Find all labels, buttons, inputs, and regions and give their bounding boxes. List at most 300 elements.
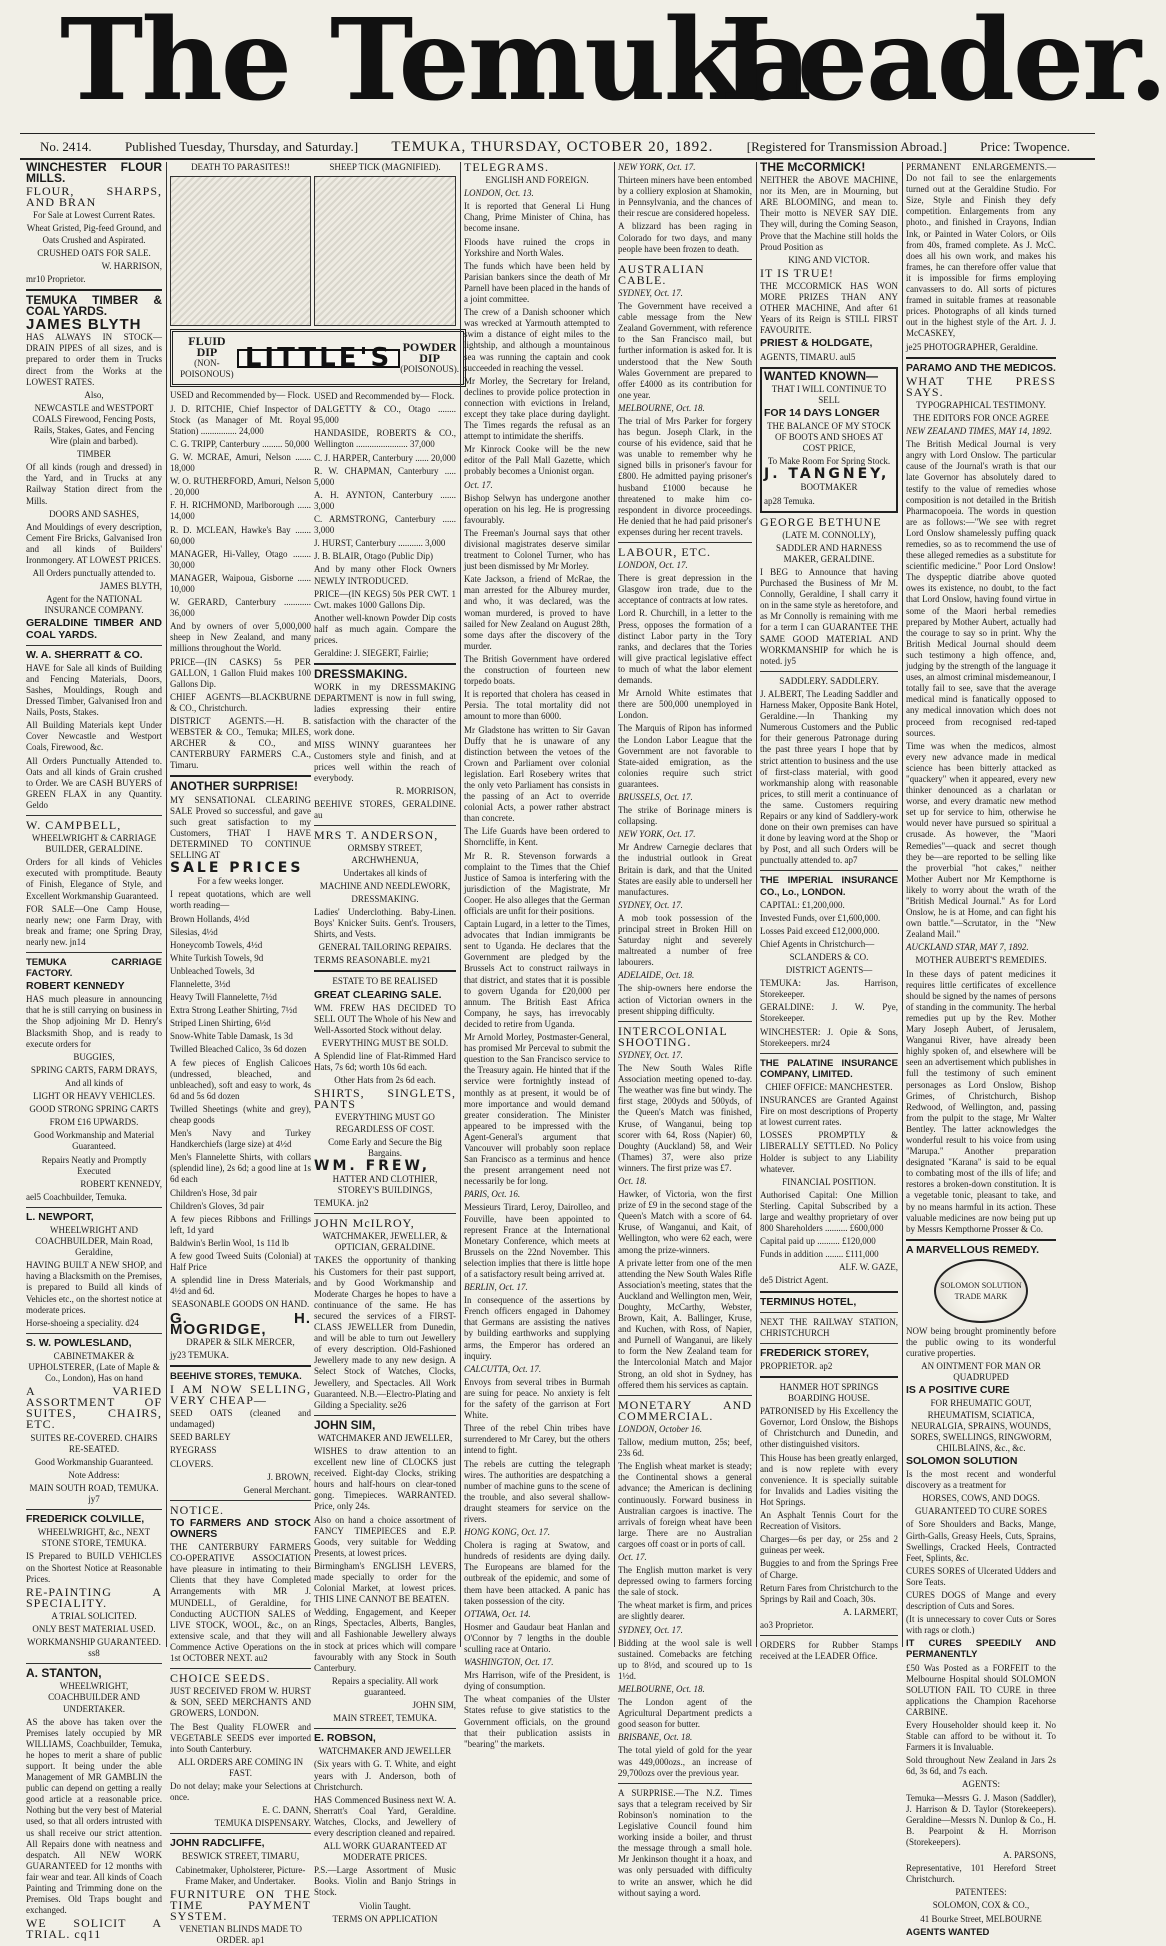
paragraph: Also on hand a choice assortment of FANCY TIMEPIECES and E.P. Goods, very suitable for Wedding Presents, at lowest prices. [314, 1514, 456, 1558]
centered-line: CHIEF OFFICE: MANCHESTER. [765, 1081, 893, 1092]
paragraph: je25 PHOTOGRAPHER, Geraldine. [906, 341, 1038, 352]
centered-line: For a few weeks longer. [197, 876, 284, 887]
paragraph: Wedding, Engagement, and Keeper Rings, Spectacles, Alberts, Bangles, and all Fashionable Jewellery always in stock at prices which will compare favourably with any Stock in South Canterbury. [314, 1607, 456, 1673]
advert-heading: E. ROBSON, [314, 1732, 376, 1745]
rule-line-heavy [906, 357, 1056, 359]
rule-line [170, 1833, 311, 1834]
paragraph: CURES SORES of Ulcerated Udders and Sore Teats. [906, 1565, 1056, 1587]
advert-heading: PRIEST & HOLDGATE, [760, 337, 873, 350]
spacer [314, 329, 456, 391]
paragraph: Thirteen miners have been entombed by a colliery explosion at Shamokin, in Pennsylvania, and the chances of their rescue are considered hopeless. [618, 175, 752, 219]
advert-heading: JOHN SIM, [314, 1417, 376, 1432]
column-3 [314, 162, 456, 1924]
centered-line: CRUSHED OATS FOR SALE. [37, 247, 151, 258]
display-line: IT IS TRUE! [760, 265, 834, 280]
paragraph: WINCHESTER: J. Opie & Sons, Storekeepers. mr24 [760, 1026, 898, 1048]
centered-line: EVERYTHING MUST GO REGARDLESS OF COST. [335, 1112, 435, 1134]
display-line: WE SOLICIT A TRIAL. cq11 [26, 1916, 162, 1942]
dateline-item: HONG KONG, Oct. 17. [464, 1527, 551, 1538]
centered-line: SEASONABLE GOODS ON HAND. [171, 1299, 310, 1310]
paragraph: Mr Arnold Morley, Postmaster-General, has promised Mr Perceval to submit the question to the San Francisco service to the Treasury again. He hinted that if the service were fortnightly instead of monthly as at present, it would be of more importance and would demand greater consideration. The Minister appeared to be impressed with the Agent-General's argument that Vancouver will probably soon replace San Francisco as a terminus and hence the present arrangement need not necessarily be for long. [464, 1032, 610, 1187]
advert-heading: TEMUKA CARRIAGE FACTORY. [26, 957, 162, 980]
paragraph: The Freeman's Journal says that other divisional magistrates deserve similar treatment to Colonel Turner, who has just been dismissed by Mr Morley. [464, 527, 610, 572]
rule-line [618, 1395, 752, 1396]
advert-heading: A MARVELLOUS REMEDY. [906, 1243, 1040, 1256]
paragraph: In these days of patent medicines it requires little certificates of excellence should be signed by the names of persons of standing in the community. The herbal remedies put up by the Rev. Mother Mary Joseph Aubert, of Jerusalem, Wanganui River, have already been highly spoken of, and elsewhere will be seen an advertisement which publishes in full the testimony of such eminent personages as Lord Onslow, Bishop Grimes, of Christchurch, Bishop Redwood, of Wellington, and, passing from the pulpit to the stage, Mr Walter Bentley. The latter acknowledges the wonderful result to his voice from using "Marupa." Another preparation designated "Karana" is said to be equal to combating most of the ills of life; and restores a broken-down constitution. It is a vegetable tonic, pleasant to take, and by no means harmful in its action. These valuable medicines are now being put up by Messrs Kempthorne Prosser & Co. [906, 968, 1056, 1234]
signature-line: JAMES BLYTH, [99, 581, 162, 592]
signature-line: ALF. W. GAZE, [838, 1262, 898, 1273]
centered-line: ALL ORDERS ARE COMING IN FAST. [177, 1756, 304, 1778]
paragraph: And by many other Flock Owners NEWLY INTRODUCED. [314, 564, 456, 586]
rule-line [314, 1415, 456, 1416]
column-rule [756, 162, 757, 1647]
paragraph: W. GERARD, Canterbury ............ 36,000 [170, 597, 311, 619]
centered-line: SCLANDERS & CO. [789, 952, 869, 962]
paragraph: THE CANTERBURY FARMERS CO-OPERATIVE ASSOCIATION have pleasure in intimating to their Clients that they have Completed Arrangements with MR J. MUNDELL, of Geraldine, for Conducting AUCTION SALES of LIVE STOCK, WOOL, &c., on an extensive scale, and that they will Commence Active Operations on the 1st OCTOBER NEXT. au2 [170, 1542, 311, 1664]
column-4 [464, 160, 610, 1749]
paragraph: A mob took possession of the principal street in Broken Hill on Saturday night and severely maltreated a number of free labourers. [618, 912, 752, 968]
signature-line: J. BROWN, [267, 1471, 311, 1482]
rule-line [760, 1343, 898, 1344]
centered-line: WHEELWRIGHT, &c., NEXT STONE STORE, TEMUKA. [37, 1527, 151, 1549]
centered-line: (LATE M. CONNOLLY), [782, 529, 876, 540]
paragraph: Three of the rebel Chin tribes have surrendered to Mr Carey, but the others intend to fight. [464, 1423, 610, 1456]
paragraph: PROPRIETOR. ap2 [760, 1360, 833, 1371]
display-line: I AM NOW SELLING, VERY CHEAP— [170, 1381, 311, 1408]
centered-line: Other Hats from 2s 6d each. [334, 1075, 436, 1086]
paragraph: Horse-shoeing a speciality. d24 [26, 1317, 139, 1328]
paragraph: The British Government have ordered the construction of fourteen new torpedo boats. [464, 653, 610, 687]
display-name: JAMES BLYTH [26, 316, 142, 334]
publication-days: Published Tuesday, Thursday, and Saturday.] [125, 139, 359, 154]
centered-line: Wheat Gristed, Pig-feed Ground, and Oats Crushed and Aspirated. [26, 223, 162, 245]
paragraph: The London agent of the Agricultural Department predicts a good season for butter. [618, 1697, 752, 1730]
paragraph: Honeycomb Towels, 4½d [170, 939, 263, 950]
centered-line: THE BALANCE OF MY STOCK OF BOOTS AND SHOES AT COST PRICE, [766, 420, 891, 454]
paragraph: SEED OATS (cleaned and undamaged) [170, 1408, 311, 1430]
paragraph: TEMUKA. jn2 [314, 1198, 369, 1209]
paragraph: Messieurs Tirard, Leroy, Dairolleo, and Fouville, have been appointed to represent France at the International Monetary Conference, which meets at Brussels on the 22nd November. This selection implies that there is little hope of a satisfactory result being arrived at. [464, 1202, 610, 1279]
paragraph: PRICE—(IN KEGS) 50s PER CWT. 1 Cwt. makes 1000 Gallons Dip. [314, 588, 456, 610]
rule-line [26, 645, 162, 646]
paragraph: A few pieces of English Calicoes (undressed, bleached, and unbleached), soft and easy to work, 4s 6d and 5s 6d dozen [170, 1057, 311, 1101]
powder-dip-note: (POISONOUS). [400, 363, 459, 374]
paragraph: NEITHER the ABOVE MACHINE, nor its Men, are in Mourning, but ARE BLOOMING, and mean to. Their motto is NEVER SAY DIE. They will, during the Coming Season, Prove that the Machine still holds the Proud Position as [760, 175, 898, 252]
rule-line-heavy [760, 1376, 898, 1378]
rule-line [26, 1207, 162, 1208]
paragraph: jy23 TEMUKA. [170, 1349, 229, 1360]
centered-line: NEWCASTLE and WESTPORT COALS Firewood, Fencing Posts, Rails, Stakes, Gates, and Fencing Wire (plain and barbed). [32, 402, 156, 447]
paragraph: Envoys from several tribes in Burmah are suing for peace. No anxiety is felt for the safety of the garrison at Fort White. [464, 1376, 610, 1421]
rule-line [618, 542, 752, 543]
rule-line-heavy [906, 1239, 1056, 1241]
littles-logo: LITTLE'S [237, 349, 400, 368]
rule-line [314, 825, 456, 826]
paragraph: WISHES to draw attention to an excellent new line of CLOCKS just received. Eight-day Clocks, striking hours and half-hours on clear-toned gong. Timepieces. WARRANTED. Price, only 24s. [314, 1445, 456, 1512]
fluid-dip-label [177, 336, 237, 380]
paragraph: A few good Tweed Suits (Colonial) at Half Price [170, 1251, 311, 1273]
dateline: TEMUKA, THURSDAY, OCTOBER 20, 1892. [391, 138, 714, 155]
paragraph: IS Prepared to BUILD VEHICLES on the Shortest Notice at Reasonable Prices. [26, 1551, 162, 1584]
paragraph: Is the most recent and wonderful discovery as a treatment for [906, 1469, 1056, 1491]
paragraph: The British Medical Journal is very angry with Lord Onslow. The particular cause of the Journal's wrath is that our late Governor has absolutely dared to testify to the value of remedies whose composition is not detailed in the British Pharmacopoeia. The words in question are as follows:—"We see with regret Lord Onslow shamelessly puffing quack remedies, so as to recommend the use of these alleged remedies as a substitute for scientific medicine." Poor Lord Onslow! The dyspeptic diatribe above quoted owes its existence, no doubt, to the fact that Lord Onslow, having found virtue in some of the Maori herbal remedies prepared by Mother Aubert, actually had the courage to say so in print. Why the British Medical Journal should deem such testimony a high offence, and, judging by the strength of the language it uses, an almost criminal misdemeanour, I totally fail to see, save that the average medical mind is fanatically opposed to any medical innovation which does not proceed from recognised red-taped sources. [906, 439, 1056, 738]
signature-line: E. C. DANN, [262, 1805, 311, 1816]
centered-line: WATCHMAKER, JEWELLER, & OPTICIAN, GERALDINE. [322, 1231, 448, 1253]
paragraph: Buggies to and from the Springs Free of Charge. [760, 1558, 898, 1580]
paragraph: PATRONISED by His Excellency the Governor, Lord Onslow, the Bishops of Christchurch and Dunedin, and other distinguished visitors. [760, 1406, 898, 1450]
centered-line: TERMS ON APPLICATION [332, 1913, 438, 1924]
issue-number: No. 2414. [40, 139, 92, 154]
dateline-item: CALCUTTA, Oct. 17. [464, 1363, 542, 1374]
paragraph: Tallow, medium mutton, 25s; beef, 23s 6d. [618, 1437, 752, 1459]
signature-line: W. HARRISON, [101, 260, 162, 271]
issue-line [40, 138, 1070, 156]
display-line: W. CAMPBELL, [26, 817, 122, 832]
rule-line [314, 1728, 456, 1729]
dateline-item: SYDNEY, Oct. 17. [618, 287, 683, 298]
paragraph: ORDERS for Rubber Stamps received at the LEADER Office. [760, 1639, 898, 1662]
rule-line-heavy [314, 970, 456, 972]
centered-line: WATCHMAKER AND JEWELLER [318, 1746, 452, 1757]
paragraph: TAKES the opportunity of thanking his Customers for their past support, and by Good Workmanship and Moderate Charges he hopes to have a continuance of the same. He has secured the services of a FIRST-CLASS JEWELLER from Dunedin, and will be able to turn out Jewellery of every description. Old-Fashioned Jewellery made to any new design. A Select Stock of Watches, Clocks, Jewellery, and Spectacles. All Work Guaranteed. N.B.—Electro-Plating and Gilding a Speciality. se26 [314, 1255, 456, 1410]
rule-line [760, 1635, 898, 1636]
centered-line: TYPOGRAPHICAL TESTIMONY. [916, 399, 1046, 410]
dateline-item: WASHINGTON, Oct. 17. [464, 1657, 554, 1668]
centered-line: Cabinetmaker, Upholsterer, Picture-Frame Maker, and Undertaker. [175, 1864, 306, 1886]
centered-line: LIGHT OR HEAVY VEHICLES. [33, 1091, 155, 1102]
paragraph: Another well-known Powder Dip costs half as much again. Compare the prices. [314, 612, 456, 645]
paragraph: Mrs Harrison, wife of the President, is dying of consumption. [464, 1670, 610, 1692]
section-heading: INTERCOLONIAL SHOOTING. [618, 1023, 728, 1049]
paragraph: Mr Gladstone has written to Sir Gavan Duffy that he is unaware of any distinction between the vetoes of the Crown and Parliament over colonial legislation. Earl Rosebery writes that the only veto Parliament has consists in the passing of an Act to override colonial Acts, a power rather abstract than concrete. [464, 724, 610, 824]
centered-line: WHEELWRIGHT AND COACHBUILDER, Main Road, Geraldine, [35, 1224, 153, 1258]
paragraph: R. W. CHAPMAN, Canterbury ..... 5,000 [314, 465, 456, 487]
rule-line [170, 1668, 311, 1669]
signature-line: A. LARMERT, [842, 1606, 898, 1617]
signature-line: R. MORRISON, [395, 786, 456, 797]
dateline-item: BRUSSELS, Oct. 17. [618, 791, 693, 802]
column-6 [760, 160, 898, 1662]
display-line: GEORGE BETHUNE [760, 514, 882, 529]
paragraph: HAVE for Sale all kinds of Building and Fencing Materials, Doors, Sashes, Mouldings, Rough and Dressed Timber, Galvanised Iron and Nails, Posts, Stakes. [26, 662, 162, 718]
advert-heading: W. A. SHERRATT & CO. [26, 648, 143, 661]
paragraph: J. B. BLAIR, Otago (Public Dip) [314, 551, 433, 562]
display-line: WHAT THE PRESS SAYS. [906, 373, 1056, 399]
paragraph: C. ARMSTRONG, Canterbury ...... 3,000 [314, 514, 456, 536]
paragraph: Do not delay; make your Selections at once. [170, 1780, 311, 1803]
paragraph: NOW being brought prominently before the public owing to its wonderful curative properties. [906, 1325, 1056, 1359]
paragraph: £50 Was Posted as a FORFEIT to the Melbourne Hospital should SOLOMON SOLUTION FAIL TO CURE in three applications the Champion Racehorse CARBINE. [906, 1662, 1056, 1717]
advert-heading: IS A POSITIVE CURE [906, 1384, 1010, 1397]
paragraph: Geraldine: J. SIEGERT, Fairlie; [314, 648, 429, 659]
dateline-item: BERLIN, Oct. 17. [464, 1282, 528, 1293]
rule-line [314, 1213, 456, 1214]
paragraph: All Orders Punctually Attended to. Oats and all kinds of Grain crushed to Order. We are CASH BUYERS of GREEN FLAX in any Quantity. Geldo [26, 755, 162, 810]
paragraph: Return Fares from Christchurch to the Springs by Rail and Coach, 30s. [760, 1582, 898, 1604]
centered-line: For Sale at Lowest Current Rates. [33, 210, 155, 221]
advert-heading: THE PALATINE INSURANCE COMPANY, LIMITED. [760, 1057, 898, 1080]
advert-heading: SOLOMON SOLUTION [906, 1454, 1018, 1467]
paragraph: MISS WINNY guarantees her Customers style and finish, and at prices well within the reach of everybody. [314, 739, 456, 783]
paragraph: A few pieces Ribbons and Frillings left, 1d yard [170, 1213, 311, 1235]
display-line: JOHN McILROY, [314, 1216, 415, 1231]
centered-line: WATCHMAKER AND JEWELLER, [317, 1432, 453, 1443]
column-1 [26, 160, 162, 1942]
paragraph: FOR SALE—One Camp House, nearly new; one Farm Dray, with break and frame; one Spring Dray, nearly new. jn14 [26, 903, 162, 947]
paragraph: Losses Paid exceed £12,000,000. [760, 925, 880, 936]
advert-heading: AGENTS WANTED [906, 1926, 990, 1938]
rule-line [760, 671, 898, 672]
masthead-rule [20, 133, 1095, 134]
signature-line: ROBERT KENNEDY, [80, 1178, 162, 1189]
paragraph: AGENTS, TIMARU. aul5 [760, 351, 856, 362]
column-rule [460, 162, 461, 1647]
paragraph: mr10 Proprietor. [26, 273, 86, 284]
signature-line: JOHN SIM, [412, 1700, 456, 1711]
centered-line: Agent for the NATIONAL INSURANCE COMPANY. [44, 594, 144, 616]
paragraph: Floods have ruined the crops in Yorkshire and North Wales. [464, 236, 610, 258]
paragraph: The rebels are cutting the telegraph wires. The authorities are despatching a number of machine guns to the scene of the trouble, and also several shallow-draught steamers for service on the rivers. [464, 1458, 610, 1524]
centered-line: Good Workmanship Guaranteed. [34, 1456, 154, 1467]
rule-line [26, 1509, 162, 1510]
centered-line: 41 Bourke Street, MELBOURNE [920, 1913, 1042, 1924]
paragraph: Sold throughout New Zealand in Jars 2s 6d, 3s 6d, and 7s each. [906, 1755, 1056, 1777]
section-heading: CHOICE SEEDS. [170, 1671, 271, 1686]
advert-heading: TEMUKA TIMBER & COAL YARDS. [26, 292, 162, 319]
paragraph: And Mouldings of every description, Cement Fire Bricks, Galvanised Iron and all kinds of Builders' Ironmongery. AT LOWEST PRICES. [26, 521, 162, 565]
centered-line: DISTRICT AGENTS— [785, 965, 873, 976]
paragraph: Hosmer and Gaudaur beat Hanlan and O'Connor by 7 lengths in the double sculling race at Ontario. [464, 1621, 610, 1654]
paragraph: Lord R. Churchill, in a letter to the Press, opposes the formation of a distinct Labor party in the Tory ranks, and declares that the Tories will give practical legislative effect to much of what the labor element demands. [618, 608, 752, 686]
display-line: MRS T. ANDERSON, [314, 828, 439, 843]
centered-line: Undertakes all kinds of [343, 867, 427, 878]
paragraph: MY SENSATIONAL CLEARING SALE Proved so successful, and gave such great satisfaction to my Customers, THAT I HAVE DETERMINED TO CONTINUE SELLING AT [170, 794, 311, 861]
paragraph: INSURANCES are Granted Against Fire on most descriptions of Property at lowest current rates. [760, 1095, 898, 1128]
paragraph: G. W. MCRAE, Amuri, Nelson ....... 18,000 [170, 451, 311, 474]
centered-line: SPRING CARTS, FARM DRAYS, [30, 1064, 158, 1075]
rule-line-heavy [760, 1291, 898, 1293]
paragraph: Men's Navy and Turkey Handkerchiefs (large size) at 4½d [170, 1128, 311, 1150]
paragraph: HAVING BUILT A NEW SHOP, and having a Blacksmith on the Premises, is prepared to Build all kinds of Vehicles etc., on the shortest notice at moderate prices. [26, 1260, 162, 1315]
dateline-item: PARIS, Oct. 16. [464, 1189, 521, 1200]
centered-line: DRAPER & SILK MERCER, [186, 1336, 295, 1347]
paragraph: This House has been greatly enlarged, and is now replete with every convenience. It is specially suitable for Invalids and Ladies visiting the Hot Springs. [760, 1452, 898, 1507]
centered-line: EVERYTHING MUST BE SOLD. [321, 1037, 449, 1048]
display-banner: J. TANGNEY, [764, 466, 890, 483]
paragraph: J. HURST, Canterbury ........... 3,000 [314, 538, 446, 549]
paragraph: The crew of a Danish schooner which was wrecked at Yarmouth attempted to swim a distance of eight miles to the lightship, and although a mountainous sea was running the captain and cook succeeded in reaching the vessel. [464, 307, 610, 373]
column-5 [618, 162, 752, 1898]
centered-line: THAT I WILL CONTINUE TO SELL [771, 383, 887, 405]
dateline-item: BRISBANE, Oct. 18. [618, 1732, 693, 1743]
paragraph: Time was when the medicos, almost every new advance made in medical science has been bitterly attacked as "quackery" when it appeared, every new thinker denounced as a charlatan or worse, and every dramatic new method set up for service to him, otherwise he would never have pursued so spiritual a crusade. As however, the "Maori Remedies"—quack and secret though they be—are reported to be selling like the proverbial "hot cakes," neither Mother Aubert nor Mr Kempthorne is likely to worry about the wrath of the "British Medical Journal." As for Lord Onslow, he is at Home, and can fight his own battle."—Scrutator, in the "New Zealand Mail." [906, 740, 1056, 940]
advert-heading: BEEHIVE STORES, TEMUKA. [170, 1370, 302, 1382]
dateline-item: NEW YORK, Oct. 17. [618, 829, 696, 840]
signature-line: TEMUKA DISPENSARY. [214, 1818, 311, 1829]
paragraph: It is reported that cholera has ceased in Persia. The total mortality did not amount to more than 6000. [464, 689, 610, 722]
paragraph: All Building Materials kept Under Cover Newcastle and Westport Coals, Firewood, &c. [26, 720, 162, 753]
centered-line: FROM £16 UPWARDS. [49, 1117, 139, 1128]
centered-line: A TRIAL SOLICITED. [51, 1610, 137, 1621]
paragraph: Mr R. R. Stevenson forwards a complaint to the Times that the Chief Justice of Samoa is interfering with the jurisdiction of the Magistrate, Mr Cooper. He also alleges that the German officials are unfit for their positions. [464, 850, 610, 916]
paragraph: The funds which have been held by Parisian bankers since the death of Mr Parnell have been placed in the hands of a joint committee. [464, 260, 610, 305]
centered-line: Repairs Neatly and Promptly Executed [41, 1154, 147, 1176]
centered-line: AGENTS: [962, 1779, 1000, 1790]
rule-line-heavy [170, 775, 311, 777]
rule-line [760, 1312, 898, 1313]
section-heading: NOTICE. [170, 1502, 224, 1517]
centered-line: ESTATE TO BE REALISED [332, 976, 438, 987]
paragraph: The New South Wales Rifle Association meeting opened to-day. The weather was fine but windy. The first stage, 200yds and 500yds, of the Queen's Match was finished, Kruse, of Wanganui, being top scorer with 64, Ross (Napier) 60, Doughty (Auckland) 58, and Weir (Thames) 37, were also prize winners. The first prize was £7. [618, 1063, 752, 1173]
centered-line: DRESSMAKING. [351, 893, 419, 904]
rule-line-heavy [314, 663, 456, 665]
paragraph: HAS much pleasure in announcing that he is still carrying on business in the Shop adjoining Mr D. Henry's Blacksmith Shop, and is ready to execute orders for [26, 994, 162, 1049]
centered-line: HORSES, COWS, AND DOGS. [922, 1493, 1040, 1504]
column-rule [166, 162, 167, 1647]
advert-heading: THE IMPERIAL INSURANCE CO., Lo., LONDON. [760, 875, 898, 898]
paragraph: The ship-owners here endorse the action of Victorian owners in the present shipping difficulty. [618, 983, 752, 1016]
advert-heading: A. STANTON, [26, 1666, 102, 1681]
paragraph: It is reported that General Li Hung Chang, Prime Minister of China, has become insane. [464, 201, 610, 234]
paragraph: Bidding at the wool sale is well sustained. Comebacks are fetching up to 8½d, and scoured up to 1s 1½d. [618, 1637, 752, 1681]
dateline-item: SYDNEY, Oct. 17. [618, 1049, 683, 1060]
paragraph: Twilled Sheetings (white and grey), cheap goods [170, 1103, 311, 1125]
powder-dip-title: POWDER DIP [402, 339, 457, 365]
rule-line [26, 1333, 162, 1334]
centered-line: All Orders punctually attended to. [32, 568, 156, 579]
paragraph: TERMS REASONABLE. my21 [314, 955, 431, 966]
boxed-advertisement [760, 367, 898, 513]
paragraph: The Best Quality FLOWER and VEGETABLE SEEDS ever imported into South Canterbury. [170, 1721, 311, 1754]
rule-line [26, 815, 162, 816]
dateline-item: NEW YORK, Oct. 17. [618, 162, 696, 172]
paragraph: CLOVERS. [170, 1458, 214, 1469]
centered-line: TIMBER [76, 449, 111, 460]
signature-line: A. PARSONS, [1003, 1850, 1056, 1861]
paragraph: J. D. RITCHIE, Chief Inspector of Stock (as Manager of Mt. Royal Station) ................ 24,000 [170, 403, 311, 436]
advert-heading: L. NEWPORT, [26, 1210, 94, 1223]
advert-heading: S. W. POWLESLAND, [26, 1336, 132, 1349]
dateline-item: SYDNEY, Oct. 17. [618, 899, 683, 910]
paragraph: THE MCCORMICK HAS WON MORE PRIZES THAN ANY OTHER MACHINE, And after 61 Years of its Reign is STILL FIRST FAVOURITE. [760, 280, 898, 336]
paragraph: Children's Hose, 3d pair [170, 1187, 258, 1198]
paragraph: USED and Recommended by— Flock. [314, 391, 455, 402]
paragraph: HAS Commenced Business next W. A. Sherratt's Coal Yard, Geraldine. Watches, Clocks, and Jewellery of every description cleaned and repaired. [314, 1794, 456, 1838]
centered-line: SHEEP TICK (MAGNIFIED). [329, 162, 441, 172]
paragraph: White Turkish Towels, 9d [170, 952, 264, 963]
paragraph: Flannelette, 3½d [170, 978, 231, 989]
paragraph: WM. FREW HAS DECIDED TO SELL OUT The Whole of his New and Well-Assorted Stock without delay. [314, 1002, 456, 1035]
paragraph: MANAGER, Hi-Valley, Otago ........ 30,000 [170, 548, 311, 570]
paragraph: A. H. AYNTON, Canterbury ....... 3,000 [314, 489, 456, 511]
rule-line [760, 870, 898, 871]
display-line: A VARIED ASSORTMENT OF SUITES, CHAIRS, ETC. [26, 1384, 162, 1432]
display-name: G. H. MOGRIDGE, [170, 1309, 311, 1338]
paragraph: Unbleached Towels, 3d [170, 965, 255, 976]
paragraph: C. G. TRIPP, Canterbury ......... 50,000 [170, 438, 310, 449]
rule-line [26, 1663, 162, 1664]
column-7 [906, 162, 1056, 1938]
rule-line [760, 1053, 898, 1054]
display-banner: WM. FREW, [314, 1157, 431, 1174]
paragraph: An Asphalt Tennis Court for the Recreation of Visitors. [760, 1510, 898, 1532]
paragraph: DALGETTY & CO., Otago ........ 95,000 [314, 404, 456, 426]
centered-line: BUGGIES, [73, 1051, 115, 1062]
paragraph: Mr Arnold White estimates that there are 500,000 unemployed in London. [618, 688, 752, 721]
paragraph: The trial of Mrs Parker for forgery has begun. Joseph Clark, in the course of his evidence, said that he was unable to remember why he signed bills in prisoner's favour for £800. He admitted paying prisoner's husband £1000 because he threatened to make him co-respondent in divorce proceedings. He denied that he had paid prisoner's expenses during her recent travels. [618, 415, 752, 537]
paragraph: A private letter from one of the men attending the New South Wales Rifle Association's meeting, states that the Auckland and Wellington men, Weir, Doughty, McCarthy, Webster, Brown, Kait, A. Ballinger, Kruse, and Kuchen, with Ross, of Napier, and Purnell of Wanganui, are likely to form the New Zealand team for the Intercolonial Match and Major Strong, an old shot in Sydney, has offered them his services as captain. [618, 1257, 752, 1390]
paragraph: CAPITAL: £1,200,000. [760, 899, 845, 910]
dateline-item: OTTAWA, Oct. 14. [464, 1608, 531, 1619]
masthead-title-word: Leader. [720, 0, 1166, 126]
centered-line: BESWICK STREET, TIMARU, [181, 1851, 300, 1862]
centered-line: WORKMANSHIP GUARANTEED. ss8 [27, 1637, 161, 1659]
paragraph: AS the above has taken over the Premises lately occupied by MR WILLIAMS, Coachbuilder, Temuka, he hopes to merit a share of public support. It being under the able Management of MR GAMBLIN the public can depend on getting a really good article at a reasonable price. Nothing but the very best of Material used, so that all orders intrusted with us shall receive our strict attention. All Repairs done with neatness and despatch. All NEW WORK GUARANTEED for 12 months with fair wear and tear. All kinds of Coach Painting and Trimming done on the Premises. Old Traps bought and exchanged. [26, 1716, 162, 1916]
paragraph: HAS ALWAYS IN STOCK—DRAIN PIPES of all sizes, and is prepared to order them in Trucks direct from the Works at the LOWEST RATES. [26, 332, 162, 387]
display-line: FLOUR, SHARPS, AND BRAN [26, 184, 162, 210]
dateline-item: SYDNEY, Oct. 17. [618, 1624, 683, 1635]
paragraph: The Life Guards have been ordered to Shorncliffe, in Kent. [464, 826, 610, 848]
paragraph: NEXT THE RAILWAY STATION, CHRISTCHURCH [760, 1316, 898, 1338]
paragraph: Kate Jackson, a friend of McRae, the man arrested for the Alburey murder, and who, it was declared, was the woman murdered, is proved to have sailed for New Zealand on August 28th, some days after the discovery of the murder. [464, 574, 610, 651]
paragraph: Ladies' Underclothing. Baby-Linen. Boys' Knicker Suits. Gent's. Trousers, Shirts, and Vests. [314, 906, 456, 940]
centered-line: Come Early and Secure the Big Bargains. [328, 1136, 442, 1158]
header-rule [20, 158, 1095, 160]
advert-heading: PARAMO AND THE MEDICOS. [906, 361, 1056, 374]
advert-heading: THE McCORMICK! [760, 160, 866, 174]
rule-line [618, 1021, 752, 1022]
centered-line: THE EDITORS FOR ONCE AGREE [913, 412, 1049, 423]
price: Price: Twopence. [980, 139, 1070, 154]
column-rule [902, 162, 903, 1647]
centered-line: ALL WORK GUARANTEED AT MODERATE PRICES. [323, 1841, 447, 1863]
paragraph: The Government have received a cable message from the New Zealand Government, with reference to the San Francisco mail, but further information is asked for. It is understood that the New South Wales Government are prepared to offer £4000 as its contribution for one year. [618, 301, 752, 400]
paragraph: W. O. RUTHERFORD, Amuri, Nelson . 20,000 [170, 476, 311, 498]
rule-line [170, 1500, 311, 1501]
centered-line: Good Workmanship and Material Guaranteed. [33, 1130, 155, 1152]
advert-heading: TO FARMERS AND STOCK OWNERS [170, 1516, 311, 1540]
rule-line [618, 259, 752, 260]
paragraph: Mr Kinrock Cooke will be the new editor of the Pall Mall Gazette, which probably becomes a Unionist organ. [464, 444, 610, 477]
display-line: RE-PAINTING A SPECIALITY. [26, 1584, 162, 1610]
paragraph: ael5 Coachbuilder, Temuka. [26, 1191, 127, 1202]
paragraph: RYEGRASS [170, 1445, 217, 1456]
dateline-item: MELBOURNE, Oct. 18. [618, 402, 705, 413]
paragraph: MANAGER, Waipoua, Gisborne ...... 10,000 [170, 572, 311, 594]
centered-line: Note Address: [68, 1469, 120, 1480]
paragraph: PRICE—(IN CASKS) 5s PER GALLON, 1 Gallon Fluid makes 100 Gallons Dip. [170, 656, 311, 689]
advert-heading: WINCHESTER FLOUR MILLS. [26, 160, 162, 186]
centered-line: FOR RHEUMATIC GOUT, RHEUMATISM, SCIATICA, NEURALGIA, SPRAINS, WOUNDS, SORES, SWELLINGS, RINGWORM, CHILBLAINS, &c., &c. [910, 1398, 1052, 1453]
paragraph: BEEHIVE STORES, GERALDINE. au [314, 799, 456, 821]
paragraph: PERMANENT ENLARGEMENTS.—Do not fail to see the enlargements turned out at the Geraldine Studio. For Size, Style and Finish they defy competition. Enlargements from any photo., and finished in Crayons, Indian Ink, or Painted in Water Colors, or Oils from 40s, framed complete. As J. McC. does all his own work, and makes his frames, he can therefore offer value that it is impossible for firms employing canvassers to do. All sorts of pictures framed in suitable frames at reasonable prices. Photographs of all kinds turned out in the highest style of the Art. J. J. McCASKEY, [906, 162, 1056, 339]
centered-line: DOORS AND SASHES, [49, 508, 139, 519]
rule-line-heavy [26, 289, 162, 291]
centered-line: FINANCIAL POSITION. [782, 1176, 876, 1187]
paragraph: DISTRICT AGENTS.—H. B. WEBSTER & CO., Temuka; MILES, ARCHER & CO., and CANTERBURY FARMERS C.A., Timaru. [170, 716, 311, 771]
centered-line: ORMSBY STREET, ARCHWHENUA, [347, 843, 423, 865]
section-heading: AUSTRALIAN CABLE. [618, 261, 705, 287]
paragraph: Temuka—Messrs G. J. Mason (Saddler), J. Harrison & D. Taylor (Storekeepers). Geraldine—Messrs N. Dunlop & Co., H. B. Pearpoint & H. Morrison (Storekeepers). [906, 1792, 1056, 1847]
masthead [0, 0, 1166, 130]
paragraph: CHIEF AGENTS—BLACKBURNE & CO., Christchurch. [170, 691, 311, 713]
centered-line: GUARANTEED TO CURE SORES [915, 1506, 1047, 1517]
advert-heading: GERALDINE TIMBER AND COAL YARDS. [26, 617, 162, 641]
paragraph: USED and Recommended by— Flock. [170, 390, 311, 401]
advert-heading: WANTED KNOWN— [764, 368, 878, 383]
paragraph: LOSSES PROMPTLY & LIBERALLY SETTLED. No Policy Holder is subject to any Liability whatever. [760, 1130, 898, 1174]
centered-line: HANMER HOT SPRINGS BOARDING HOUSE. [779, 1382, 879, 1404]
